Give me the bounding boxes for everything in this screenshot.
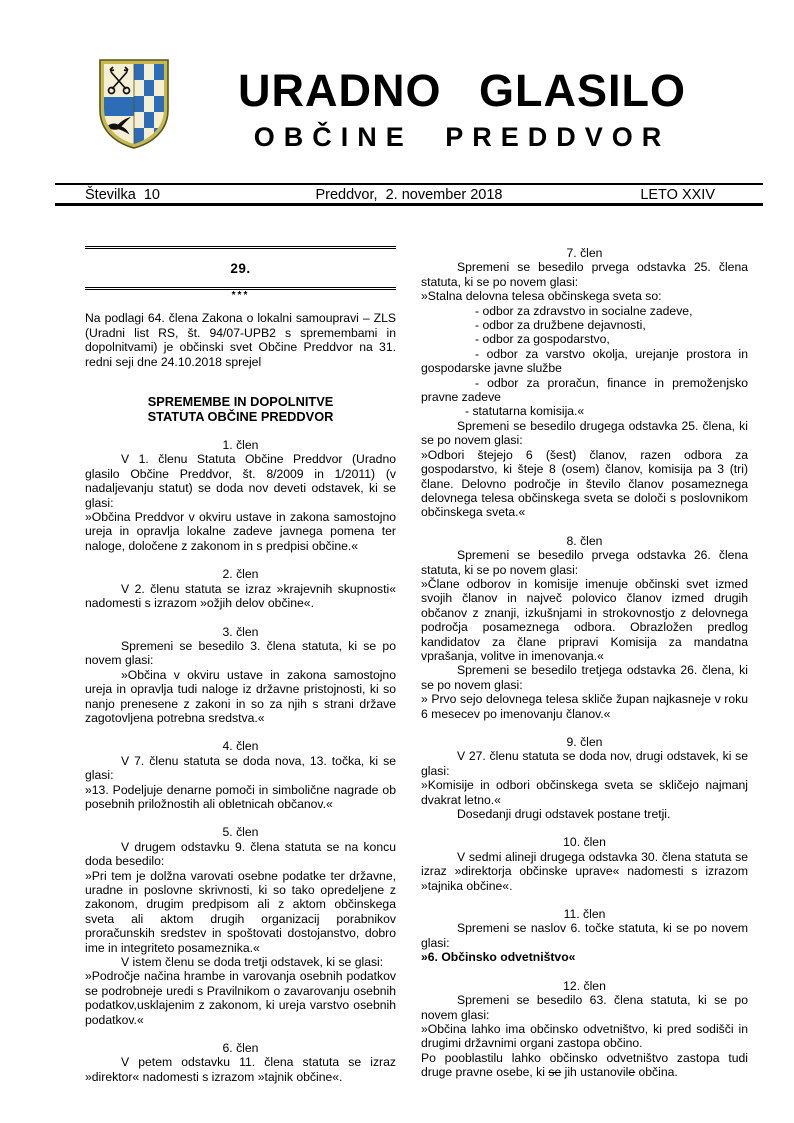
paragraph: » Prvo sejo delovnega telesa skliče župan najkasneje v roku 6 mesecev po imenovanju članov.« — [421, 692, 748, 721]
paragraph: V petem odstavku 11. člena statuta se izraz »direktor« nadomesti s izrazom »tajnik občine«. — [85, 1055, 396, 1084]
article-8-člen — [421, 534, 748, 721]
stars-separator: *** — [231, 290, 250, 302]
left-column-articles — [85, 438, 396, 1084]
paragraph: »Občina v okviru ustave in zakona samostojno ureja in opravlja tudi naloge iz državne pristojnosti, ki so nanjo prenesene z zakoni in so za njih s strani države zagotovljena potrebna sredstva.« — [85, 667, 396, 725]
paragraph: - statutarna komisija.« — [465, 404, 585, 419]
article-heading: 12. člen — [563, 978, 606, 993]
article-9-člen — [421, 735, 748, 821]
place-and-date: Preddvor, 2. november 2018 — [315, 187, 503, 203]
paragraph: »Komisije in odbori občinskega sveta se skličejo najmanj dvakrat letno.« — [421, 778, 748, 807]
article-heading: 6. člen — [222, 1041, 259, 1056]
right-column — [421, 246, 748, 1080]
article-heading: 3. člen — [222, 624, 259, 639]
text-segment: Po pooblastilu lahko občinsko odvetništvo zastopa tudi druge pravne osebe, ki — [421, 1050, 748, 1080]
paragraph: - odbor za zdravstvo in socialne zadeve, — [475, 303, 693, 318]
gazette-subtitle: OBČINE PREDDVOR — [253, 122, 671, 152]
preamble-paragraph: Na podlagi 64. člena Zakona o lokalni samoupravi – ZLS (Uradni list RS, št. 94/07-UPB2 s spremembami in dopolnitvami) je občinski svet Občine Preddvor na 31. redni seji dne 24.10.2018 sprejel — [85, 311, 396, 369]
article-heading: 2. člen — [222, 567, 259, 582]
article-6-člen — [85, 1041, 396, 1084]
paragraph: Spremeni se besedilo prvega odstavka 25. člena statuta, ki se po novem glasi: — [421, 260, 748, 289]
article-11-člen — [421, 907, 748, 965]
paragraph: Spremeni se naslov 6. točke statuta, ki se po novem glasi: — [421, 921, 748, 950]
article-3-člen — [85, 625, 396, 726]
paragraph: V drugem odstavku 9. člena statuta se na koncu doda besedilo: — [85, 839, 396, 869]
coat-of-arms — [97, 57, 171, 149]
paragraph: V 27. členu statuta se doda nov, drugi odstavek, ki se glasi: — [421, 749, 748, 778]
article-heading: 7. člen — [566, 246, 603, 260]
paragraph: »13. Podeljuje denarne pomoči in simbolične nagrade ob posebnih priložnostih ali obletnicah občanov.« — [85, 782, 396, 811]
article-10-člen — [421, 835, 748, 893]
act-title-line1: SPREMEMBE IN DOPOLNITVE — [147, 394, 334, 410]
issue-number: Številka 10 — [85, 187, 160, 203]
paragraph: Spremeni se besedilo tretjega odstavka 26. člena, ki se po novem glasi: — [421, 663, 748, 692]
issue-info-bar — [55, 183, 763, 206]
paragraph: »Člane odborov in komisije imenuje občinski svet izmed svojih članov in največ polovico članov izmed drugih občanov z znanji, izkušnjami in strokovnostjo z delovnega področja posameznega odbora. Obrazložen predlog kandidatov za člane pripravi Komisija za mandatna vprašanja, volitve in imenovanja.« — [421, 576, 748, 663]
article-heading: 8. člen — [566, 533, 603, 548]
paragraph: »Občina lahko ima občinsko odvetništvo, ki pred sodišči in drugimi državnimi organi zastopa občino. — [421, 1021, 748, 1051]
article-heading: 9. člen — [566, 735, 603, 749]
paragraph: »Področje načina hrambe in varovanja osebnih podatkov se podrobneje uredi s Pravilnikom o zavarovanju osebnih podatkov,usklajenim z zakonom, ki ureja varstvo osebnih podatkov.« — [85, 969, 396, 1027]
paragraph: Dosedanji drugi odstavek postane tretji. — [457, 807, 671, 822]
paragraph: V 1. členu Statuta Občine Preddvor (Uradno glasilo Občine Preddvor, št. 8/2009 in 1/2011) (v nadaljevanju statut) se doda nov deveti odstavek, ki se glasi: — [85, 452, 396, 510]
paragraph: »Pri tem je dolžna varovati osebne podatke ter državne, uradne in poslovne skrivnosti, ki so tako opredeljene z zakonom, drugim predpisom ali z aktom občinskega sveta ali aktom drugih organizacij porabnikov proračunskih sredstev in spoštovati dostojanstvo, dobro ime in integriteto posameznika.« — [85, 868, 396, 955]
paragraph — [421, 1051, 748, 1080]
paragraph: Spremeni se besedilo 3. člena statuta, ki se po novem glasi: — [85, 638, 396, 668]
struck-text: se — [548, 1065, 562, 1080]
left-column — [85, 246, 396, 1084]
article-4-člen — [85, 739, 396, 811]
paragraph: Spremeni se besedilo prvega odstavka 26. člena statuta, ki se po novem glasi: — [421, 548, 748, 577]
article-heading: 4. člen — [222, 739, 259, 754]
act-title — [85, 394, 396, 424]
article-1-člen — [85, 438, 396, 553]
right-column-articles — [421, 246, 748, 1080]
text-segment: občina. — [635, 1065, 678, 1080]
coat-of-arms-icon — [97, 57, 171, 149]
volume-year: LETO XXIV — [640, 187, 715, 203]
article-heading: 5. člen — [222, 825, 259, 840]
paragraph: Spremeni se besedilo 63. člena statuta, ki se po novem glasi: — [421, 993, 748, 1022]
paragraph: - odbor za gospodarstvo, — [475, 332, 610, 347]
article-heading: 11. člen — [563, 907, 606, 922]
article-12-člen — [421, 979, 748, 1080]
paragraph: - odbor za proračun, finance in premoženjsko pravne zadeve — [421, 375, 748, 405]
text-segment: jih ustanovil — [561, 1065, 629, 1080]
article-5-člen — [85, 825, 396, 1027]
paragraph: V istem členu se doda tretji odstavek, ki se glasi: — [121, 955, 384, 970]
article-2-člen — [85, 567, 396, 610]
paragraph: V 2. členu statuta se izraz »krajevnih skupnosti« nadomesti s izrazom »ožjih delov občine«. — [85, 581, 396, 611]
paragraph: V 7. členu statuta se doda nova, 13. točka, ki se glasi: — [85, 753, 396, 783]
paragraph: »Stalna delovna telesa občinskega sveta so: — [421, 289, 662, 304]
masthead — [178, 65, 746, 153]
paragraph: »6. Občinsko odvetništvo« — [421, 950, 576, 965]
article-heading: 10. člen — [563, 835, 606, 850]
paragraph: »Občina Preddvor v okviru ustave in zakona samostojno ureja in opravlja lokalne zadeve javnega pomena ter naloge, določene z zakonom in s predpisi občine.« — [85, 510, 396, 553]
paragraph: Spremeni se besedilo drugega odstavka 25. člena, ki se po novem glasi: — [421, 418, 748, 448]
paragraph: - odbor za varstvo okolja, urejanje prostora in gospodarske javne službe — [421, 346, 748, 376]
paragraph: V sedmi alineji drugega odstavka 30. člena statuta se izraz »direktorja občinske uprave« nadomesti s izrazom »tajnika občine«. — [421, 849, 748, 893]
article-heading: 1. člen — [222, 438, 259, 453]
gazette-title: URADNO GLASILO — [238, 65, 686, 116]
paragraph: »Odbori štejejo 6 (šest) članov, razen odbora za gospodarstvo, ki šteje 8 (osem) članov, komisija pa 3 (tri) člane. Delovno področje in število članov posameznega delovnega telesa občinskega sveta se določi s poslovnikom občinskega sveta.« — [421, 447, 748, 520]
act-title-line2: STATUTA OBČINE PREDDVOR — [147, 409, 334, 425]
struck-text: e — [628, 1065, 636, 1080]
paragraph: - odbor za družbene dejavnosti, — [475, 318, 646, 333]
article-7-člen — [421, 246, 748, 520]
notice-number: 29. — [230, 261, 251, 276]
